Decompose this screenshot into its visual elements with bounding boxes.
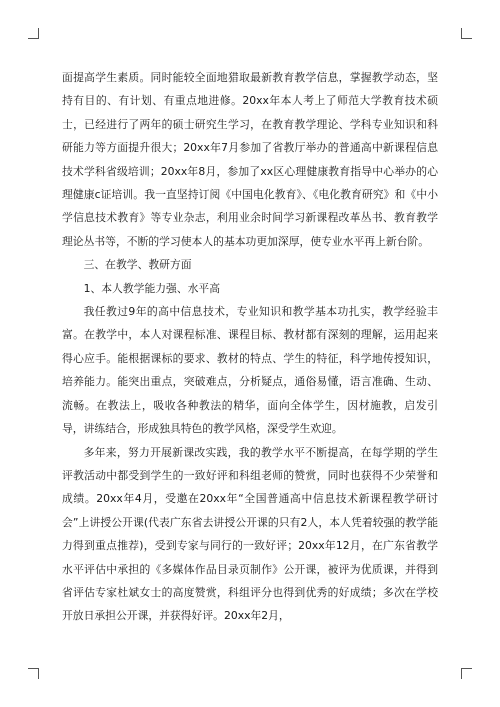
crop-mark-top-left — [28, 28, 39, 39]
paragraph-continuation: 面提高学生素质。同时能较全面地猎取最新教育教学信息，掌握教学动态，坚持有目的、有计划、有重点地进修。20xx年本人考上了师范大学教育技术硕士，已经进行了两年的硕士研究生学习，在教育教学理论、学科专业知识和科研能力等方面提升很大；20xx年7月参加了省教厅举办的普通高中新课程信息技术学科省级培训；20xx年8月，参加了xx区心理健康教育指导中心举办的心理健康c证培训。我一直坚持订阅《中国电化教育》、《电化教育研究》和《中小学信息技术教育》等专业杂志，利用业余时间学习新课程改革丛书、教育教学理论丛书等，不断的学习使本人的基本功更加深厚，使专业水平再上新台阶。 — [62, 71, 438, 248]
paragraph-teaching-ability: 我任教过9年的高中信息技术，专业知识和教学基本功扎实，教学经验丰富。在教学中，本人对课程标准、课程目标、教材都有深刻的理解，运用起来得心应手。能根据课标的要求、教材的特点、学生的特征，科学地传授知识，培养能力。能突出重点，突破难点，分析疑点，通俗易懂，语言准确、生动、流畅。在教法上，吸收各种教法的精华，面向全体学生，因材施教，启发引导，讲练结合，形成独具特色的教学风格，深受学生欢迎。 — [62, 305, 438, 436]
crop-mark-bottom-left — [28, 668, 39, 679]
document-body — [62, 66, 438, 628]
crop-mark-bottom-right — [461, 668, 472, 679]
paragraph-curriculum-reform: 多年来，努力开展新课改实践，我的教学水平不断提高，在每学期的学生评教活动中都受到学生的一致好评和科组老师的赞赏，同时也获得不少荣誉和成绩。20xx年4月，受邀在20xx年“全国普通高中信息技术新课程教学研讨会”上讲授公开课(代表广东省去讲授公开课的只有2人，本人凭着较强的教学能力得到重点推荐)，受到专家与同行的一致好评；20xx年12月，在广东省教学水平评估中承担的《多媒体作品目录页制作》公开课，被评为优质课，并得到省评估专家杜斌女士的高度赞赏，科组评分也得到优秀的好成绩；多次在学校开放日承担公开课，并获得好评。20xx年2月， — [62, 445, 438, 623]
subsection-heading: 1、本人教学能力强、水平高 — [83, 281, 221, 295]
section-heading: 三、在教学、教研方面 — [83, 258, 192, 272]
crop-mark-top-right — [461, 28, 472, 39]
